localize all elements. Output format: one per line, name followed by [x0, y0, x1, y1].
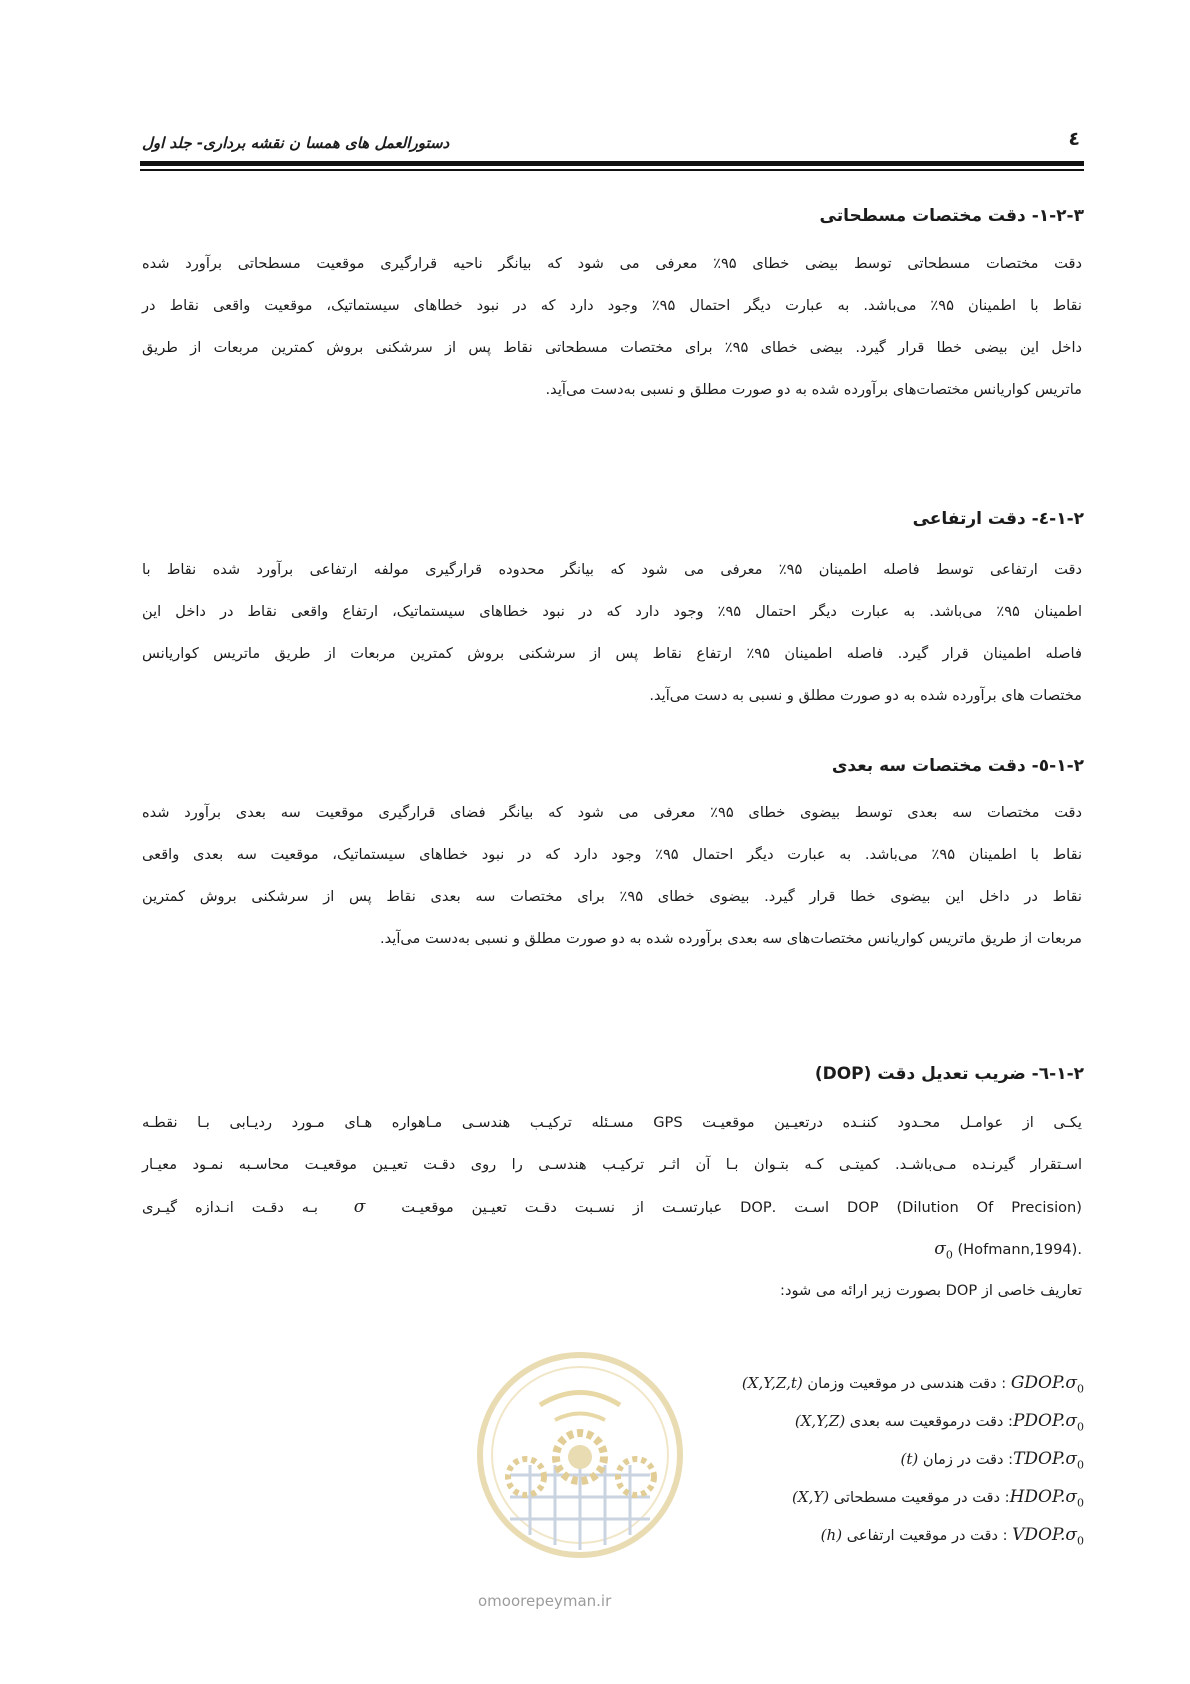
text-line: مربعات از طریق ماتریس کواریانس مختصات‌های سه بعدی برآورده شده به دو صورت مطلق و نسبی به‌دست می‌آید. — [379, 930, 1082, 947]
definitions-intro: تعاریف خاصی از DOP بصورت زیر ارائه می شود: — [780, 1282, 1082, 1299]
definition-text: : دقت درموقعیت سه بعدی — [845, 1413, 1013, 1430]
definition-abbr — [1010, 1373, 1084, 1396]
sigma-symbol: σ — [934, 1239, 946, 1259]
definition-abbr — [1012, 1525, 1084, 1548]
citation-line — [142, 1228, 1082, 1270]
paragraph-3d — [142, 792, 1082, 960]
sigma-subscript: 0 — [945, 1248, 953, 1262]
text-line: مختصات های برآورده شده به دو صورت مطلق و نسبی به دست می‌آید. — [649, 687, 1082, 704]
text-line: دقت ارتفاعی توسط فاصله اطمینان ۹۵٪ معرفی می شود که بیانگر محدوده قرارگیری مولفه ارتفاعی برآورد شده نقاط با — [142, 561, 1082, 578]
text-line: فاصله اطمینان قرار گیرد. فاصله اطمینان ۹۵٪ ارتفاع نقاط پس از سرشکنی بروش کمترین مربعات از طریق ماتریس کواریانس — [142, 645, 1082, 662]
abbr-text: PDOP.σ — [1012, 1411, 1077, 1431]
sigma-zero — [934, 1239, 953, 1262]
text-line: یکـی از عوامـل محـدود کننـده درتعیـین موقعیـت GPS مسـئله ترکیـب هندسـی مـاهواره هـای مـورد ردیـابی بـا نقطـه — [142, 1114, 1082, 1131]
watermark-logo-icon — [470, 1345, 690, 1585]
definition-coord: (X,Y,Z) — [794, 1412, 846, 1430]
definition-coord: (X,Y,Z,t) — [741, 1374, 803, 1392]
section-heading-height: ۱-۲-٤- دقت ارتفاعی — [912, 509, 1084, 529]
definition-text: : دقت در موقعیت مسطحاتی — [829, 1489, 1010, 1506]
text-line: ماتریس کواریانس مختصات‌های برآورده شده به دو صورت مطلق و نسبی به‌دست می‌آید. — [545, 381, 1082, 398]
paragraph-planimetric — [142, 243, 1082, 411]
text-line: نقاط با اطمینان ۹۵٪ می‌باشد. به عبارت دیگر احتمال ۹۵٪ وجود دارد که در نبود خطاهای سیستماتیک، موقعیت واقعی نقاط در — [142, 297, 1082, 314]
citation-text: .(Hofmann,1994) — [957, 1241, 1082, 1258]
text-line-with-sigma — [142, 1186, 1082, 1228]
text-line: اسـتقرار گیرنـده مـی‌باشـد. کمیتـی کـه بتـوان بـا آن اثـر ترکیـب هندسـی را روی دقـت تعیـین موقعیـت محاسـبه نمـود معیـار — [142, 1156, 1082, 1173]
section-heading-3d: ۱-۲-٥- دقت مختصات سه بعدی — [831, 756, 1084, 776]
watermark-site: omoorepeyman.ir — [478, 1592, 612, 1610]
text-line: اطمینان ۹۵٪ می‌باشد. به عبارت دیگر احتمال ۹۵٪ وجود دارد که در نبود خطاهای سیستماتیک، ارتفاع واقعی نقاط در داخل این — [142, 603, 1083, 620]
section-heading-dop: ۱-۲-٦- ضریب تعدیل دقت (DOP) — [814, 1064, 1084, 1084]
abbr-text: TDOP.σ — [1013, 1449, 1077, 1469]
page-number: ٤ — [1068, 128, 1080, 150]
definition-abbr — [1012, 1411, 1084, 1434]
definition-coord: (h) — [820, 1526, 843, 1544]
abbr-sub: 0 — [1077, 1420, 1084, 1434]
text-line: نقاط در داخل این بیضوی خطا قرار گیرد. بیضوی خطای ۹۵٪ برای مختصات سه بعدی نقاط پس از سرشکنی بروش کمترین — [142, 888, 1082, 905]
definition-text: : دقت هندسی در موقعیت وزمان — [802, 1375, 1011, 1392]
definition-abbr — [1013, 1449, 1084, 1472]
text-line: دقت مختصات مسطحاتی توسط بیضی خطای ۹۵٪ معرفی می شود که بیانگر ناحیه قرارگیری موقعیت مسطحاتی برآورد شده — [142, 255, 1082, 272]
abbr-sub: 0 — [1077, 1458, 1084, 1472]
dop-definition-tail: بـه دقـت انـدازه گیـری — [142, 1199, 318, 1216]
definition-coord: (t) — [900, 1450, 919, 1468]
abbr-sub: 0 — [1077, 1496, 1084, 1510]
definition-text: : دقت در زمان — [918, 1451, 1014, 1468]
text-line: نقاط با اطمینان ۹۵٪ می‌باشد. به عبارت دیگر احتمال ۹۵٪ وجود دارد که در نبود خطاهای سیستماتیک، موقعیت سه بعدی واقعی — [142, 846, 1083, 863]
text-line: داخل این بیضی خطا قرار گیرد. بیضی خطای ۹۵٪ برای مختصات مسطحاتی نقاط پس از سرشکنی بروش کمترین مربعات از طریق — [142, 339, 1083, 356]
abbr-text: HDOP.σ — [1009, 1487, 1077, 1507]
definition-abbr — [1009, 1487, 1084, 1510]
abbr-text: VDOP.σ — [1012, 1525, 1077, 1545]
definition-text: : دقت در موقعیت ارتفاعی — [842, 1527, 1013, 1544]
text-line: دقت مختصات سه بعدی توسط بیضوی خطای ۹۵٪ معرفی می شود که بیانگر فضای قرارگیری موقعیت سه بعدی برآورد شده — [142, 804, 1083, 821]
abbr-sub: 0 — [1077, 1382, 1084, 1396]
paragraph-height — [142, 549, 1082, 717]
paragraph-dop — [142, 1102, 1082, 1312]
abbr-sub: 0 — [1077, 1534, 1084, 1548]
definition-coord: (X,Y) — [792, 1488, 830, 1506]
dop-definition-text: DOP (Dilution Of Precision) اسـت .DOP عبارتسـت از نسـبت دقـت تعیـین موقعیـت — [401, 1199, 1083, 1216]
sigma-symbol: σ — [353, 1197, 366, 1217]
book-title: دستورالعمل های همسا ن نقشه برداری- جلد اول — [142, 134, 450, 152]
section-heading-planimetric: ۱-۲-۳- دقت مختصات مسطحاتی — [819, 206, 1084, 226]
abbr-text: GDOP.σ — [1010, 1373, 1077, 1393]
